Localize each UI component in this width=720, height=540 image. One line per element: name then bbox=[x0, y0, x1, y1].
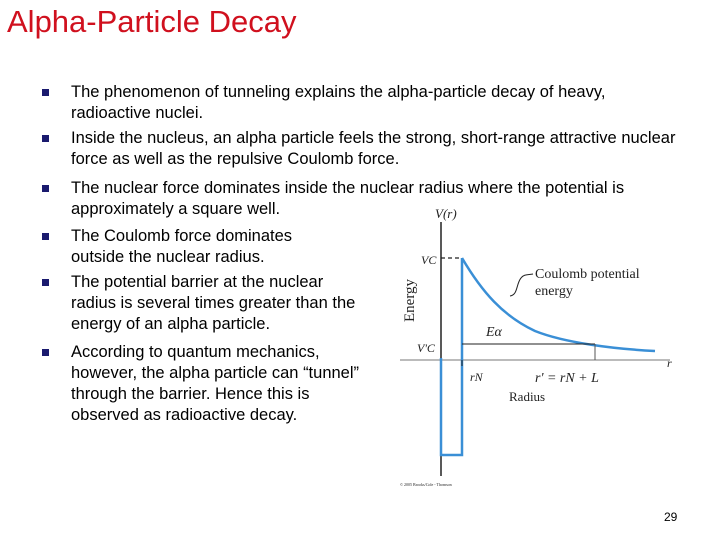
square-well bbox=[441, 258, 462, 455]
coulomb-label-line-1: Coulomb potential bbox=[535, 267, 640, 282]
y-axis-title: V(r) bbox=[435, 206, 457, 221]
vc-label: VC bbox=[421, 253, 437, 267]
bullet-square-icon bbox=[42, 135, 49, 142]
radius-axis-label: Radius bbox=[509, 389, 546, 404]
potential-energy-diagram bbox=[385, 200, 685, 500]
x-axis-title: r bbox=[667, 356, 672, 370]
coulomb-label-leader bbox=[510, 274, 533, 296]
ea-label: Eα bbox=[486, 325, 502, 340]
bullet-text: The potential barrier at the nuclear radius is several times greater than the energy of an alpha particle. bbox=[71, 273, 356, 333]
bullet-text: According to quantum mechanics, however, the alpha particle can “tunnel” through the barrier. Hence this is observed as radioactive decay. bbox=[71, 343, 360, 424]
copyright-credit: © 2005 Brooks/Cole - Thomson bbox=[400, 482, 452, 487]
bullet-square-icon bbox=[42, 185, 49, 192]
slide-title: Alpha-Particle Decay bbox=[7, 4, 297, 39]
bullet-text: The phenomenon of tunneling explains the alpha-particle decay of heavy, radioactive nuclei. bbox=[71, 83, 606, 122]
page-number: 29 bbox=[664, 510, 678, 524]
bullet-square-icon bbox=[42, 89, 49, 96]
coulomb-label-line-2: energy bbox=[535, 284, 573, 299]
vc-prime-label: V'C bbox=[417, 341, 435, 355]
bullet-text: Inside the nucleus, an alpha particle feels the strong, short-range attractive nuclear force as well as the repulsive Coulomb force. bbox=[71, 129, 676, 168]
bullet-text: The Coulomb force dominates outside the nuclear radius. bbox=[71, 227, 293, 266]
bullet-square-icon bbox=[42, 349, 49, 356]
bullet-text: The nuclear force dominates inside the nuclear radius where the potential is approximately a square well. bbox=[71, 179, 625, 218]
energy-axis-label: Energy bbox=[402, 278, 418, 322]
bullet-square-icon bbox=[42, 233, 49, 240]
rn-label: rN bbox=[470, 370, 483, 384]
r-prime-label: r' = rN + L bbox=[535, 371, 599, 386]
bullet-square-icon bbox=[42, 279, 49, 286]
